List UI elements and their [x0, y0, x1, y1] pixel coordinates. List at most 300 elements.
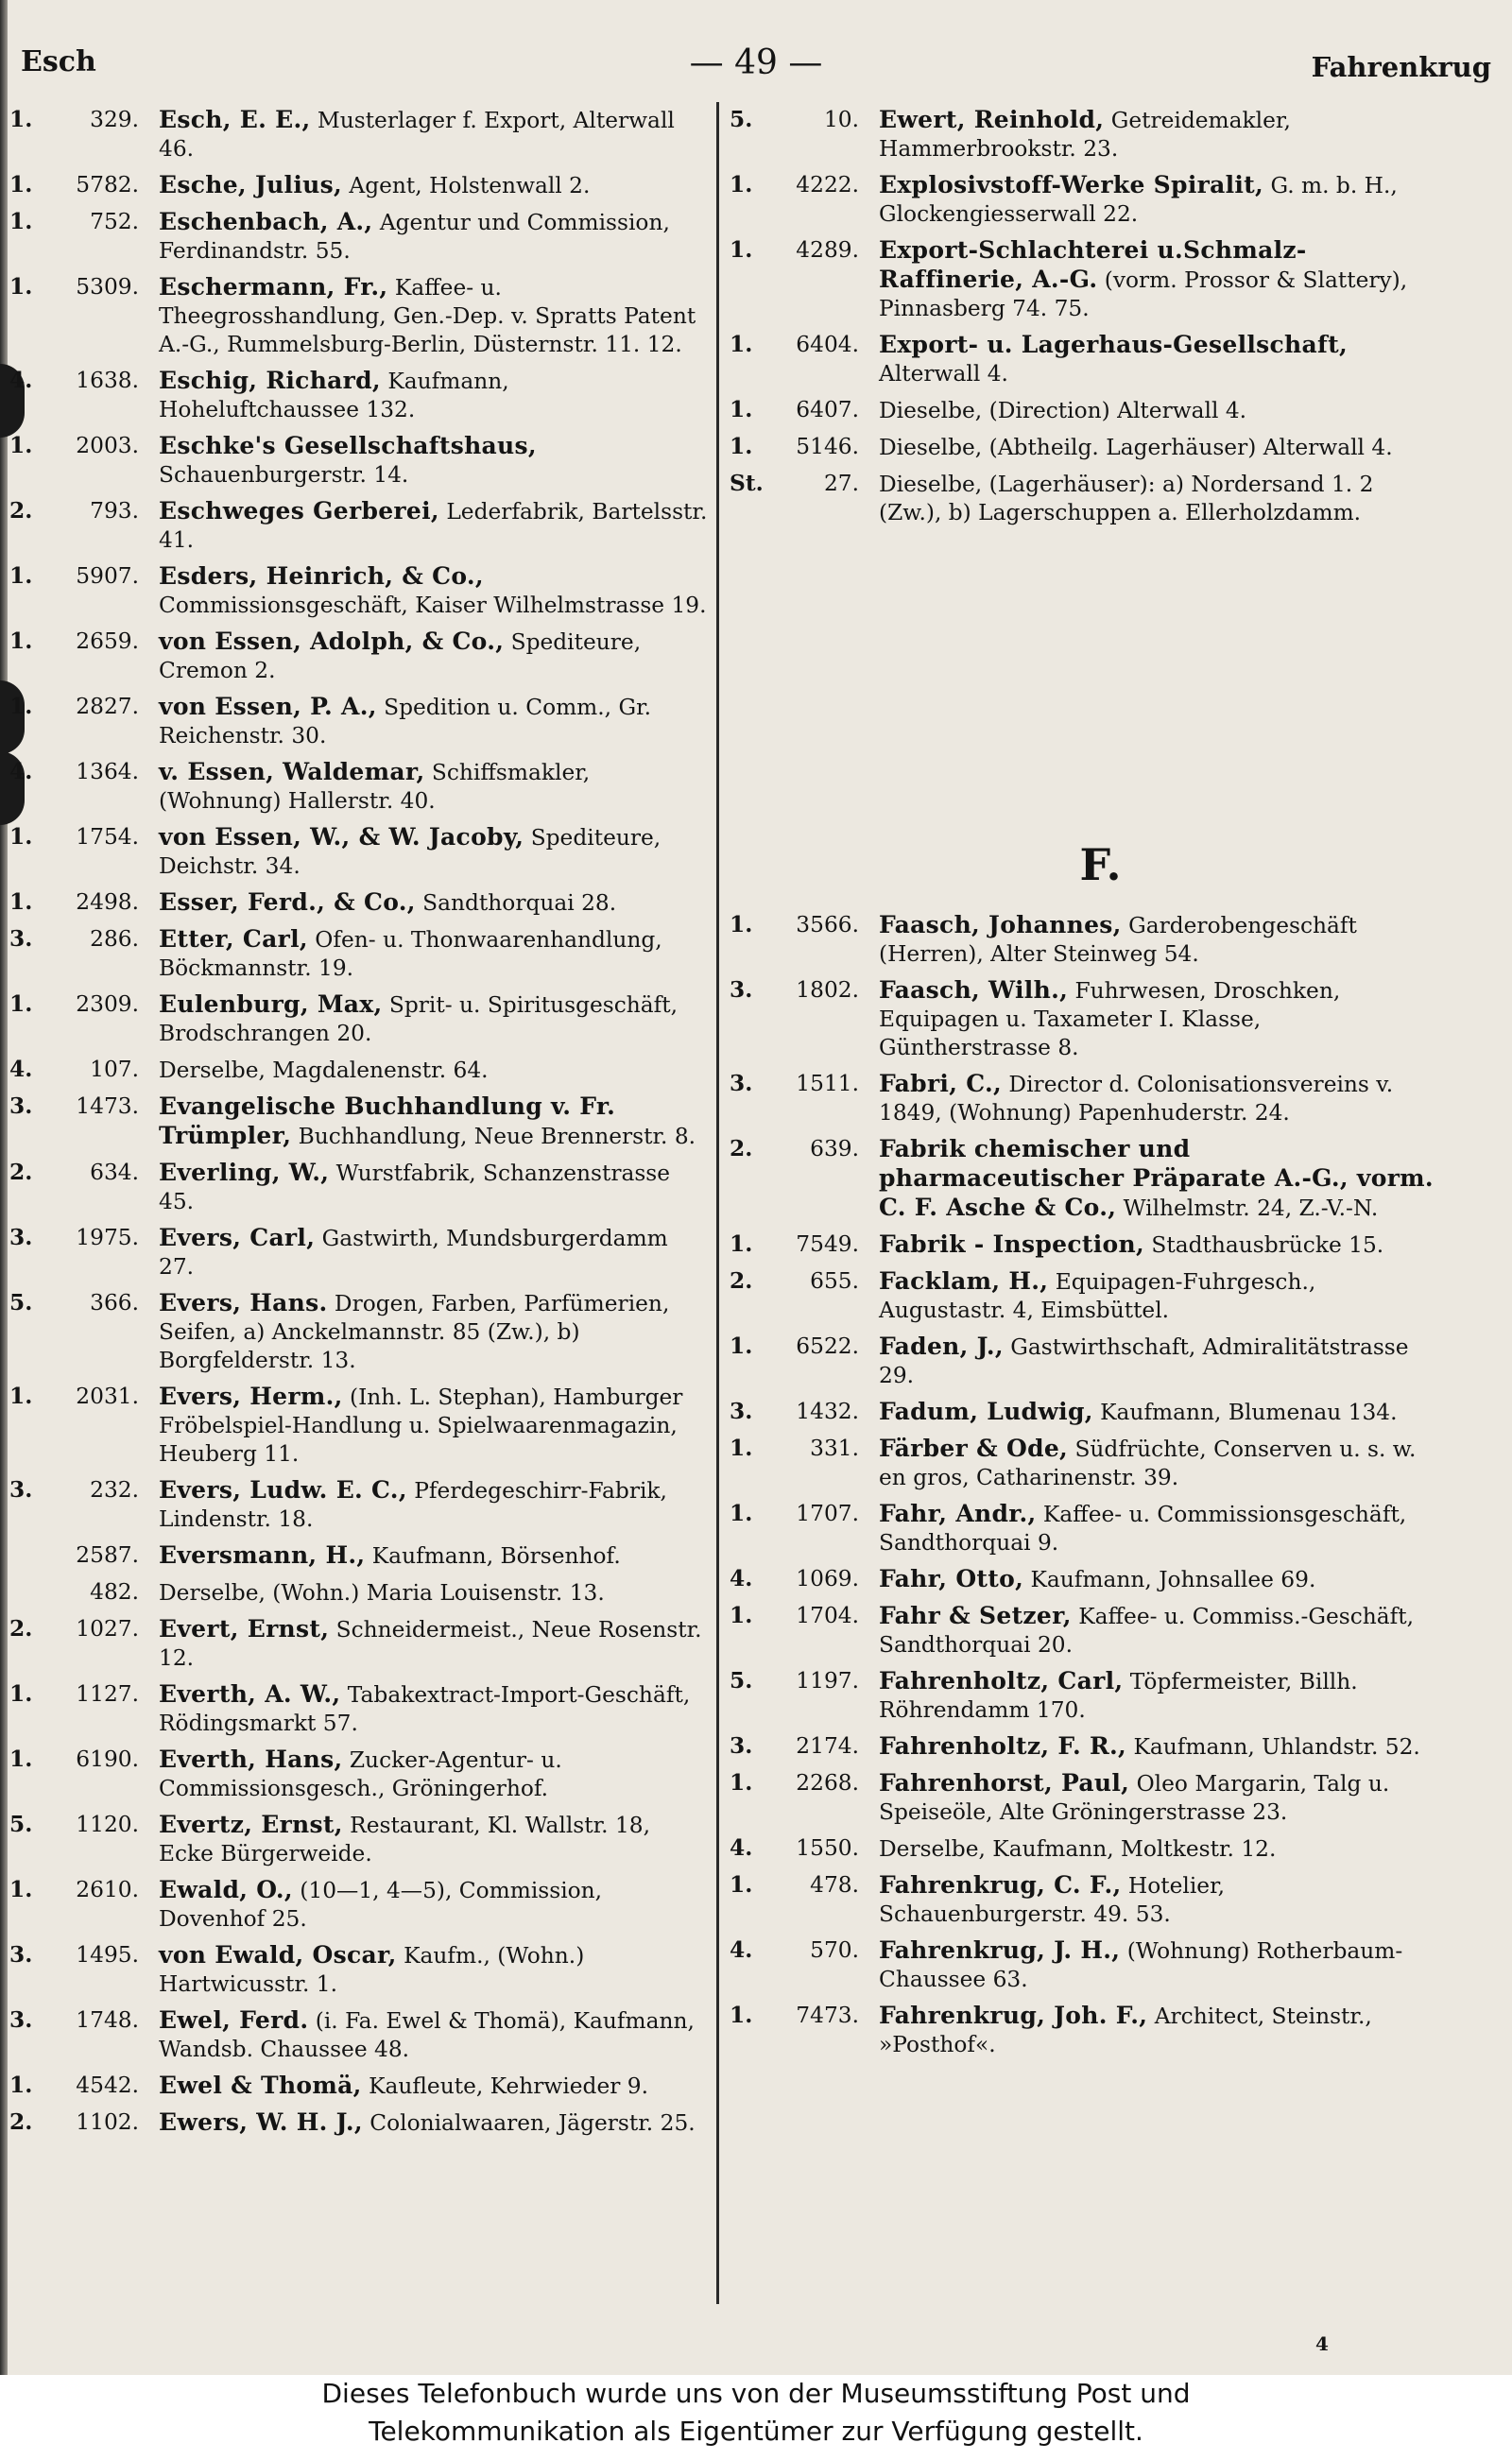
- phone-number: [9, 888, 151, 918]
- directory-entry: [730, 1565, 1434, 1594]
- subscriber-details: Derselbe, Kaufmann, Moltkestr. 12.: [879, 1836, 1277, 1862]
- subscriber-name: Eschweges Gerberei,: [159, 497, 439, 525]
- directory-entry: [9, 208, 709, 266]
- entry-text: [871, 1500, 1434, 1557]
- phone-number: [9, 367, 151, 424]
- subscriber-number: 1704.: [796, 1603, 859, 1628]
- subscriber-name: Eschig, Richard,: [159, 367, 381, 394]
- phone-number: [9, 1615, 151, 1673]
- exchange-number: 1.: [9, 433, 33, 458]
- phone-number: [730, 236, 871, 323]
- phone-number: [9, 106, 151, 163]
- subscriber-details: Agentur und Commission, Ferdinandstr. 55.: [159, 210, 670, 264]
- entry-text: [151, 2108, 709, 2138]
- entry-text: [871, 976, 1434, 1062]
- subscriber-name: Eulenburg, Max,: [159, 990, 383, 1018]
- directory-entry: [9, 1056, 709, 1085]
- entry-text: [871, 2002, 1434, 2059]
- subscriber-name: Fabri, C.,: [879, 1070, 1003, 1097]
- subscriber-number: 3566.: [796, 912, 859, 938]
- exchange-number: 1.: [730, 1333, 753, 1359]
- entry-text: [871, 331, 1434, 388]
- exchange-number: 1.: [9, 172, 33, 198]
- directory-entry: [730, 1398, 1434, 1427]
- subscriber-details: Director d. Colonisationsvereins v. 1849, (Wohnung) Papenhuderstr. 24.: [879, 1072, 1394, 1126]
- subscriber-number: 2031.: [76, 1384, 139, 1409]
- entry-text: [871, 433, 1434, 462]
- entry-text: [151, 367, 709, 424]
- exchange-number: 1.: [730, 912, 753, 938]
- subscriber-name: Fadum, Ludwig,: [879, 1398, 1093, 1425]
- directory-entry: [730, 1602, 1434, 1660]
- directory-entry: [730, 1267, 1434, 1325]
- directory-entry: [730, 2002, 1434, 2059]
- subscriber-number: 639.: [810, 1136, 859, 1161]
- phone-number: [730, 1500, 871, 1557]
- subscriber-details: Alterwall 4.: [879, 361, 1008, 387]
- phone-number: [9, 273, 151, 359]
- subscriber-name: Everth, Hans,: [159, 1746, 343, 1773]
- entry-text: [871, 236, 1434, 323]
- subscriber-name: Evers, Carl,: [159, 1224, 316, 1251]
- subscriber-details: Sandthorquai 28.: [422, 890, 617, 916]
- subscriber-details: Südfrüchte, Conserven u. s. w. en gros, Catharinenstr. 39.: [879, 1436, 1417, 1490]
- subscriber-name: Fahrenkrug, C. F.,: [879, 1871, 1122, 1899]
- phone-number: [730, 1602, 871, 1660]
- exchange-number: 1.: [9, 1746, 33, 1772]
- directory-entry: [9, 1092, 709, 1151]
- phone-number: [730, 1333, 871, 1390]
- entry-text: [151, 273, 709, 359]
- subscriber-name: Esche, Julius,: [159, 171, 342, 198]
- directory-entry: [730, 236, 1434, 323]
- directory-entry: [9, 562, 709, 620]
- exchange-number: 4.: [9, 759, 33, 784]
- exchange-number: 4.: [9, 1057, 33, 1082]
- exchange-number: 1.: [9, 107, 33, 132]
- entry-text: [871, 1871, 1434, 1929]
- exchange-number: 1.: [9, 991, 33, 1017]
- subscriber-number: 4542.: [76, 2073, 139, 2098]
- exchange-number: 1.: [9, 274, 33, 300]
- directory-entry: [9, 2006, 709, 2064]
- subscriber-name: Färber & Ode,: [879, 1435, 1069, 1462]
- subscriber-details: Fuhrwesen, Droschken, Equipagen u. Taxameter I. Klasse, Güntherstrasse 8.: [879, 978, 1341, 1060]
- directory-entry: [9, 1541, 709, 1571]
- right-column-f-entries: [730, 911, 1434, 2059]
- entry-text: [151, 990, 709, 1048]
- subscriber-details: Schiffsmakler, (Wohnung) Hallerstr. 40.: [159, 760, 591, 814]
- header-left-keyword: Esch: [21, 45, 96, 78]
- right-column: [730, 106, 1434, 2067]
- directory-entry: [730, 1135, 1434, 1223]
- phone-number: [730, 1565, 871, 1594]
- subscriber-number: 1754.: [76, 824, 139, 850]
- directory-entry: [9, 2108, 709, 2138]
- subscriber-number: 478.: [810, 1872, 859, 1898]
- exchange-number: 3.: [9, 1225, 33, 1250]
- column-divider: [716, 102, 719, 2304]
- phone-number: [730, 1871, 871, 1929]
- directory-entry: [9, 1476, 709, 1534]
- subscriber-details: Kaufmann, Blumenau 134.: [1100, 1400, 1398, 1425]
- phone-number: [9, 823, 151, 881]
- phone-number: [730, 1834, 871, 1864]
- phone-number: [730, 331, 871, 388]
- subscriber-details: Dieselbe, (Direction) Alterwall 4.: [879, 398, 1247, 423]
- subscriber-name: Fahrenhorst, Paul,: [879, 1769, 1130, 1797]
- exchange-number: 3.: [730, 1733, 753, 1759]
- phone-number: [9, 2006, 151, 2064]
- entry-text: [871, 470, 1434, 527]
- subscriber-details: Hotelier, Schauenburgerstr. 49. 53.: [879, 1873, 1226, 1927]
- phone-number: [730, 1667, 871, 1725]
- entry-text: [151, 208, 709, 266]
- exchange-number: 3.: [9, 926, 33, 952]
- subscriber-details: Kaufmann, Börsenhof.: [371, 1543, 621, 1569]
- subscriber-name: Fahrenholtz, F. R.,: [879, 1732, 1127, 1760]
- subscriber-number: 4289.: [796, 237, 859, 263]
- entry-text: [151, 2072, 709, 2101]
- entry-text: [151, 106, 709, 163]
- directory-entry: [9, 497, 709, 555]
- subscriber-name: Evers, Hans.: [159, 1289, 328, 1316]
- entry-text: [151, 1941, 709, 1999]
- phone-number: [9, 1746, 151, 1803]
- subscriber-name: Evertz, Ernst,: [159, 1811, 343, 1838]
- directory-entry: [9, 823, 709, 881]
- phone-number: [9, 1876, 151, 1934]
- subscriber-details: Kaufmann, Johnsallee 69.: [1030, 1567, 1316, 1592]
- subscriber-details: Lederfabrik, Bartelsstr. 41.: [159, 499, 708, 553]
- entry-text: [151, 432, 709, 490]
- exchange-number: 1.: [730, 434, 753, 459]
- exchange-number: 1.: [730, 332, 753, 357]
- exchange-number: 1.: [9, 889, 33, 915]
- subscriber-number: 634.: [90, 1160, 139, 1185]
- entry-text: [151, 1680, 709, 1738]
- subscriber-number: 27.: [823, 471, 859, 496]
- subscriber-number: 5782.: [76, 172, 139, 198]
- subscriber-number: 2268.: [796, 1770, 859, 1796]
- directory-entry: [730, 1230, 1434, 1260]
- entry-text: [871, 1769, 1434, 1827]
- subscriber-details: Agent, Holstenwall 2.: [349, 173, 591, 198]
- exchange-number: 1.: [730, 1436, 753, 1461]
- directory-entry: [730, 1769, 1434, 1827]
- directory-entry: [730, 106, 1434, 163]
- subscriber-number: 1364.: [76, 759, 139, 784]
- subscriber-details: G. m. b. H., Glockengiesserwall 22.: [879, 173, 1398, 227]
- phone-number: [9, 990, 151, 1048]
- subscriber-number: 329.: [90, 107, 139, 132]
- directory-entry: [9, 1811, 709, 1868]
- exchange-number: 1.: [9, 1384, 33, 1409]
- subscriber-details: Kaffee- u. Theegrosshandlung, Gen.-Dep. v. Spratts Patent A.-G., Rummelsburg-Berlin, Düsternstr. 11. 12.: [159, 275, 696, 357]
- exchange-number: 3.: [9, 1477, 33, 1503]
- directory-entry: [730, 1500, 1434, 1557]
- directory-entry: [9, 628, 709, 685]
- subscriber-details: (Inh. L. Stephan), Hamburger Fröbelspiel-Handlung u. Spielwaarenmagazin, Heuberg 11.: [159, 1385, 683, 1467]
- directory-entry: [730, 396, 1434, 425]
- subscriber-name: Export- u. Lagerhaus-Gesellschaft,: [879, 331, 1348, 358]
- entry-text: [151, 1383, 709, 1469]
- subscriber-name: Ewel & Thomä,: [159, 2072, 362, 2099]
- entry-text: [151, 497, 709, 555]
- subscriber-details: Oleo Margarin, Talg u. Speiseöle, Alte Gröningerstrasse 23.: [879, 1771, 1390, 1825]
- phone-number: [730, 1936, 871, 1994]
- exchange-number: 3.: [730, 1071, 753, 1096]
- header-right-keyword: Fahrenkrug: [1311, 51, 1491, 83]
- subscriber-name: von Essen, P. A.,: [159, 693, 377, 720]
- directory-entry: [730, 1333, 1434, 1390]
- subscriber-details: Töpfermeister, Billh. Röhrendamm 170.: [879, 1669, 1358, 1723]
- entry-text: [871, 106, 1434, 163]
- exchange-number: 2.: [9, 498, 33, 524]
- exchange-number: 1.: [9, 563, 33, 589]
- subscriber-number: 4222.: [796, 172, 859, 198]
- subscriber-name: Faasch, Johannes,: [879, 911, 1122, 938]
- exchange-number: 1.: [730, 1603, 753, 1628]
- directory-entry: [730, 1070, 1434, 1127]
- phone-number: [9, 1092, 151, 1151]
- subscriber-details: Drogen, Farben, Parfümerien, Seifen, a) Anckelmannstr. 85 (Zw.), b) Borgfelderstr. 13.: [159, 1291, 670, 1373]
- entry-text: [871, 396, 1434, 425]
- subscriber-name: Explosivstoff-Werke Spiralit,: [879, 171, 1264, 198]
- phone-number: [730, 1435, 871, 1492]
- entry-text: [871, 171, 1434, 229]
- subscriber-details: Commissionsgeschäft, Kaiser Wilhelmstrasse 19.: [159, 593, 707, 618]
- subscriber-number: 2003.: [76, 433, 139, 458]
- subscriber-details: Schauenburgerstr. 14.: [159, 462, 409, 488]
- directory-entry: [730, 1435, 1434, 1492]
- subscriber-number: 6407.: [796, 397, 859, 422]
- directory-entry: [730, 1936, 1434, 1994]
- subscriber-number: 1975.: [76, 1225, 139, 1250]
- directory-entry: [9, 2072, 709, 2101]
- entry-text: [151, 171, 709, 200]
- directory-entry: [9, 367, 709, 424]
- subscriber-number: 1027.: [76, 1616, 139, 1642]
- subscriber-details: Derselbe, (Wohn.) Maria Louisenstr. 13.: [159, 1580, 605, 1606]
- directory-entry: [9, 1680, 709, 1738]
- subscriber-name: Faasch, Wilh.,: [879, 976, 1069, 1004]
- subscriber-name: Etter, Carl,: [159, 925, 308, 953]
- subscriber-number: 1120.: [76, 1812, 139, 1837]
- directory-entry: [9, 1159, 709, 1216]
- directory-entry: [9, 990, 709, 1048]
- subscriber-details: Kaufleute, Kehrwieder 9.: [369, 2073, 649, 2099]
- subscriber-number: 107.: [90, 1057, 139, 1082]
- subscriber-number: 1511.: [796, 1071, 859, 1096]
- phone-number: [9, 1941, 151, 1999]
- subscriber-name: Ewers, W. H. J.,: [159, 2108, 363, 2136]
- phone-number: [9, 1476, 151, 1534]
- subscriber-number: 793.: [90, 498, 139, 524]
- phone-number: [9, 1289, 151, 1375]
- subscriber-details: Musterlager f. Export, Alterwall 46.: [159, 108, 675, 162]
- subscriber-number: 286.: [90, 926, 139, 952]
- exchange-number: 1.: [9, 2073, 33, 2098]
- subscriber-details: Kaffee- u. Commissionsgeschäft, Sandthorquai 9.: [879, 1502, 1407, 1556]
- entry-text: [871, 1435, 1434, 1492]
- directory-entry: [730, 1871, 1434, 1929]
- subscriber-number: 1638.: [76, 368, 139, 393]
- directory-entry: [9, 1746, 709, 1803]
- subscriber-details: Dieselbe, (Abtheilg. Lagerhäuser) Alterwall 4.: [879, 435, 1393, 460]
- subscriber-details: Colonialwaaren, Jägerstr. 25.: [369, 2110, 696, 2136]
- entry-text: [151, 1289, 709, 1375]
- entry-text: [151, 1476, 709, 1534]
- entry-text: [871, 1565, 1434, 1594]
- left-column: [9, 106, 709, 2145]
- subscriber-name: Facklam, H.,: [879, 1267, 1049, 1295]
- phone-number: [730, 2002, 871, 2059]
- directory-entry: [9, 171, 709, 200]
- subscriber-number: 5146.: [796, 434, 859, 459]
- entry-text: [871, 1230, 1434, 1260]
- subscriber-number: 366.: [90, 1290, 139, 1316]
- subscriber-name: Everling, W.,: [159, 1159, 330, 1186]
- footnote-mark: 4: [1315, 2332, 1329, 2355]
- phone-number: [9, 628, 151, 685]
- subscriber-details: Kaffee- u. Commiss.-Geschäft, Sandthorquai 20.: [879, 1604, 1415, 1658]
- subscriber-name: Esser, Ferd., & Co.,: [159, 888, 416, 916]
- phone-number: [9, 1680, 151, 1738]
- subscriber-number: 6404.: [796, 332, 859, 357]
- subscriber-details: Restaurant, Kl. Wallstr. 18, Ecke Bürgerweide.: [159, 1813, 651, 1867]
- phone-number: [730, 396, 871, 425]
- exchange-number: 3.: [730, 1399, 753, 1424]
- subscriber-number: 331.: [810, 1436, 859, 1461]
- footer-line-2: Telekommunikation als Eigentümer zur Verfügung gestellt.: [369, 2416, 1143, 2447]
- subscriber-details: Buchhandlung, Neue Brennerstr. 8.: [298, 1124, 696, 1149]
- exchange-number: 5.: [730, 107, 753, 132]
- subscriber-name: Eschenbach, A.,: [159, 208, 373, 235]
- subscriber-details: Kaufm., (Wohn.) Hartwicusstr. 1.: [159, 1943, 585, 1997]
- subscriber-number: 2587.: [76, 1542, 139, 1568]
- exchange-number: 1.: [730, 237, 753, 263]
- subscriber-name: Eschermann, Fr.,: [159, 273, 388, 301]
- subscriber-number: 2827.: [76, 694, 139, 719]
- directory-entry: [9, 1615, 709, 1673]
- phone-number: [730, 1135, 871, 1223]
- phone-number: [9, 758, 151, 816]
- directory-entry: [730, 1834, 1434, 1864]
- exchange-number: 1.: [9, 1877, 33, 1902]
- subscriber-name: Ewert, Reinhold,: [879, 106, 1105, 133]
- phone-number: [9, 2108, 151, 2138]
- subscriber-number: 1707.: [796, 1501, 859, 1526]
- subscriber-name: Faden, J.,: [879, 1333, 1004, 1360]
- exchange-number: 1.: [730, 1872, 753, 1898]
- phone-number: [9, 1578, 151, 1608]
- exchange-number: 4.: [730, 1937, 753, 1963]
- entry-text: [871, 1834, 1434, 1864]
- directory-entry: [9, 693, 709, 750]
- entry-text: [151, 1056, 709, 1085]
- subscriber-details: Gastwirthschaft, Admiralitätstrasse 29.: [879, 1334, 1409, 1388]
- subscriber-details: (Wohnung) Rotherbaum-Chaussee 63.: [879, 1938, 1403, 1992]
- attribution-footer: [0, 2375, 1512, 2460]
- directory-entry: [9, 273, 709, 359]
- subscriber-number: 232.: [90, 1477, 139, 1503]
- phone-number: [9, 208, 151, 266]
- subscriber-number: 2610.: [76, 1877, 139, 1902]
- subscriber-number: 2174.: [796, 1733, 859, 1759]
- entry-text: [151, 1159, 709, 1216]
- subscriber-details: Wilhelmstr. 24, Z.-V.-N.: [1123, 1196, 1379, 1221]
- phone-number: [730, 1398, 871, 1427]
- entry-text: [871, 1667, 1434, 1725]
- subscriber-number: 1197.: [796, 1668, 859, 1694]
- subscriber-name: Everth, A. W.,: [159, 1680, 341, 1708]
- phone-number: [730, 911, 871, 969]
- footer-line-1: Dieses Telefonbuch wurde uns von der Museumsstiftung Post und: [321, 2378, 1191, 2409]
- entry-text: [871, 1602, 1434, 1660]
- phone-number: [9, 925, 151, 983]
- subscriber-details: Derselbe, Magdalenenstr. 64.: [159, 1058, 489, 1083]
- subscriber-name: Ewald, O.,: [159, 1876, 293, 1903]
- subscriber-number: 752.: [90, 209, 139, 234]
- exchange-number: 1.: [730, 172, 753, 198]
- subscriber-name: Evers, Herm.,: [159, 1383, 343, 1410]
- subscriber-details: Schneidermeist., Neue Rosenstr. 12.: [159, 1617, 702, 1671]
- entry-text: [871, 1267, 1434, 1325]
- subscriber-number: 2498.: [76, 889, 139, 915]
- exchange-number: 1.: [730, 2003, 753, 2028]
- phone-number: [730, 1267, 871, 1325]
- entry-text: [151, 1615, 709, 1673]
- subscriber-details: Getreidemakler, Hammerbrookstr. 23.: [879, 108, 1291, 162]
- subscriber-name: Esch, E. E.,: [159, 106, 311, 133]
- entry-text: [871, 1936, 1434, 1994]
- subscriber-number: 1473.: [76, 1093, 139, 1119]
- directory-entry: [9, 106, 709, 163]
- entry-text: [151, 1541, 709, 1571]
- directory-entry: [9, 1941, 709, 1999]
- entry-text: [151, 758, 709, 816]
- subscriber-number: 10.: [823, 107, 859, 132]
- subscriber-details: Zucker-Agentur- u. Commissionsgesch., Gröningerhof.: [159, 1747, 562, 1801]
- exchange-number: 1.: [9, 209, 33, 234]
- subscriber-details: Pferdegeschirr-Fabrik, Lindenstr. 18.: [159, 1478, 667, 1532]
- phone-number: [9, 171, 151, 200]
- entry-text: [871, 1135, 1434, 1223]
- subscriber-details: Spediteure, Deichstr. 34.: [159, 825, 662, 879]
- subscriber-number: 655.: [810, 1268, 859, 1294]
- section-letter-heading: F.: [1079, 839, 1122, 890]
- entry-text: [151, 888, 709, 918]
- exchange-number: St.: [730, 471, 764, 496]
- subscriber-details: Equipagen-Fuhrgesch., Augustastr. 4, Eimsbüttel.: [879, 1269, 1316, 1323]
- phone-number: [9, 1811, 151, 1868]
- subscriber-name: Fabrik chemischer und pharmaceutischer Präparate A.-G., vorm. C. F. Asche & Co.,: [879, 1135, 1434, 1221]
- phone-number: [9, 1056, 151, 1085]
- entry-text: [151, 925, 709, 983]
- exchange-number: 4.: [9, 368, 33, 393]
- directory-entry: [9, 1876, 709, 1934]
- entry-text: [151, 823, 709, 881]
- directory-entry: [730, 1667, 1434, 1725]
- exchange-number: 2.: [9, 1616, 33, 1642]
- entry-text: [151, 562, 709, 620]
- directory-entry: [730, 171, 1434, 229]
- phone-number: [730, 106, 871, 163]
- subscriber-number: 2659.: [76, 628, 139, 654]
- subscriber-details: Gastwirth, Mundsburgerdamm 27.: [159, 1226, 668, 1280]
- exchange-number: 1.: [9, 628, 33, 654]
